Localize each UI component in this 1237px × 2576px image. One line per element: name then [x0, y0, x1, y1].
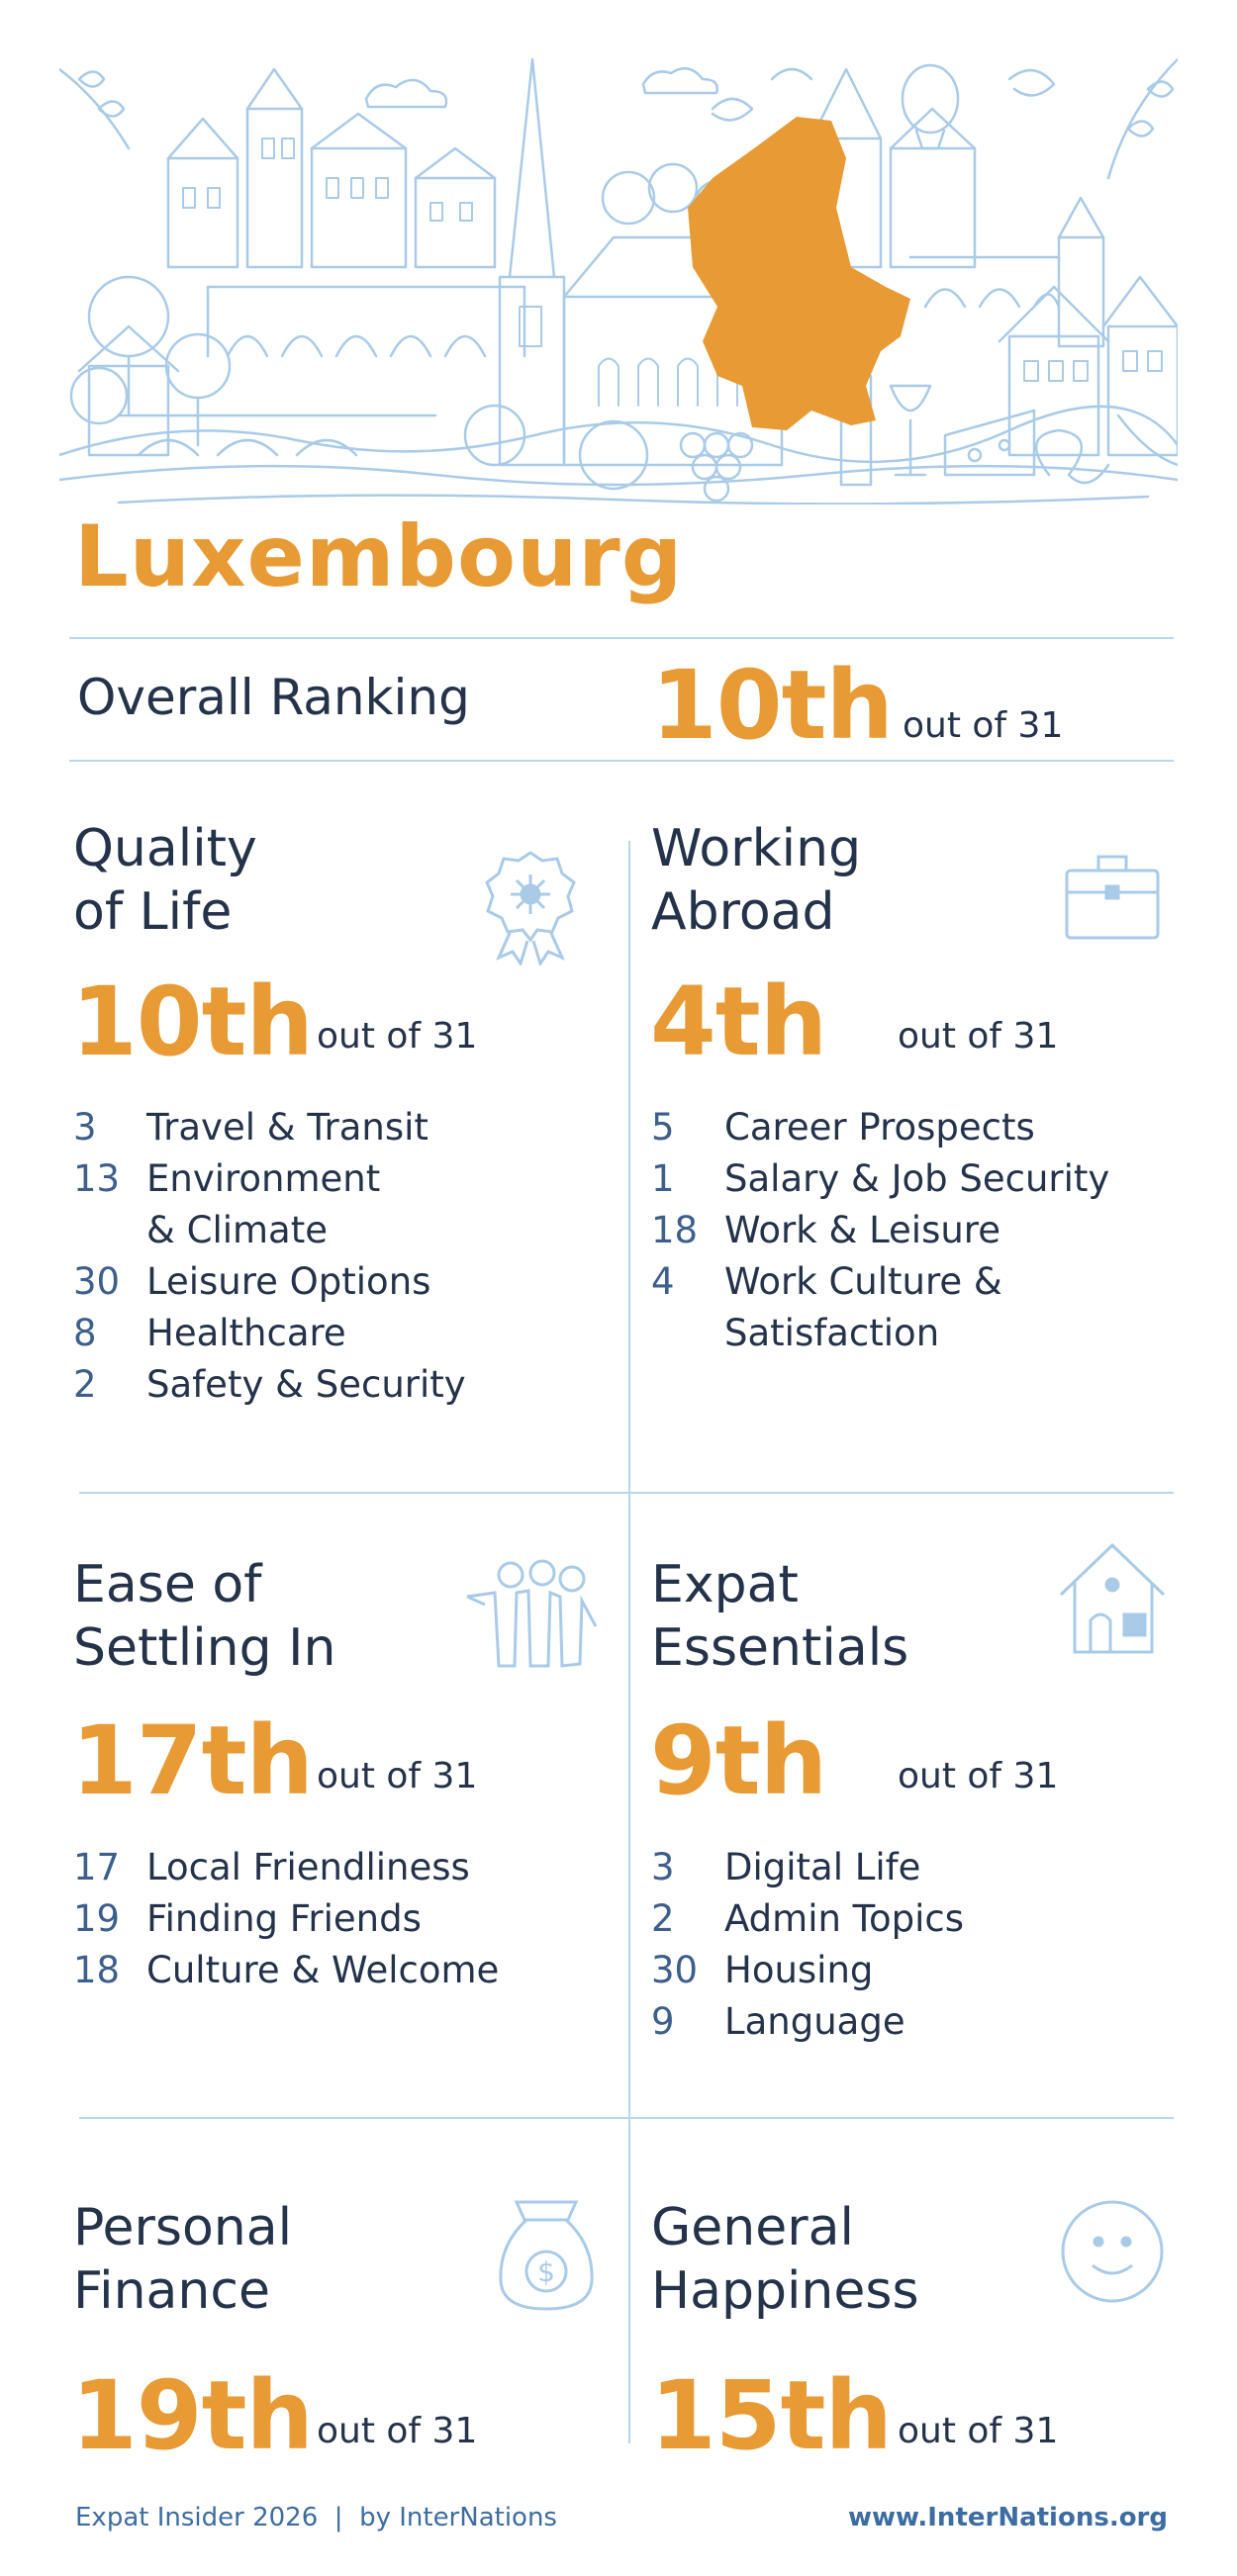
list-item: 3 Digital Life	[651, 1846, 921, 1888]
divider-top	[69, 637, 1174, 639]
divider-bottom	[79, 2117, 1174, 2119]
general-happiness-out-of: out of 31	[898, 2411, 1059, 2451]
divider-overall	[69, 760, 1174, 762]
overall-out-of: out of 31	[903, 705, 1064, 746]
list-item: 18 Work & Leisure	[651, 1209, 1000, 1251]
badge-icon	[483, 847, 578, 966]
overall-ranking-label: Overall Ranking	[77, 669, 470, 726]
section-title-personal-finance: Personal Finance	[73, 2198, 293, 2321]
page-title: Luxembourg	[74, 507, 684, 606]
ease-of-settling-list	[73, 1842, 499, 1996]
working-abroad-list	[651, 1102, 1109, 1359]
briefcase-icon	[1061, 847, 1164, 946]
luxembourg-map-shape	[688, 117, 910, 430]
list-item: 30 Housing	[651, 1949, 874, 1991]
ease-of-settling-rank: 17th	[71, 1705, 313, 1816]
expat-essentials-rank: 9th	[650, 1705, 827, 1816]
list-item: Satisfaction	[724, 1312, 940, 1354]
expat-essentials-list	[651, 1842, 964, 2048]
overall-rank: 10th	[651, 650, 893, 761]
list-item: 5 Career Prospects	[651, 1106, 1035, 1149]
list-item: 30 Leisure Options	[73, 1260, 431, 1303]
list-item: 18 Culture & Welcome	[73, 1949, 500, 1991]
people-icon	[465, 1557, 600, 1672]
hero-illustration	[59, 40, 1178, 505]
divider-vertical	[628, 841, 630, 2443]
list-item: 9 Language	[651, 2000, 905, 2043]
section-title-ease-of-settling: Ease of Settling In	[73, 1555, 336, 1678]
list-item: 2 Safety & Security	[73, 1363, 466, 1406]
section-title-expat-essentials: Expat Essentials	[651, 1555, 909, 1678]
list-item: 2 Admin Topics	[651, 1897, 965, 1940]
list-item: 8 Healthcare	[73, 1312, 346, 1354]
list-item: 17 Local Friendliness	[73, 1846, 470, 1888]
quality-of-life-rank: 10th	[71, 966, 313, 1077]
smiley-icon	[1059, 2198, 1166, 2305]
section-title-general-happiness: General Happiness	[651, 2198, 919, 2321]
footer-website-link[interactable]: www.InterNations.org	[847, 2503, 1168, 2532]
list-item: 1 Salary & Job Security	[651, 1157, 1110, 1200]
list-item: 19 Finding Friends	[73, 1897, 422, 1940]
quality-of-life-out-of: out of 31	[317, 1016, 478, 1057]
expat-essentials-out-of: out of 31	[898, 1756, 1059, 1796]
list-item: 4 Work Culture &	[651, 1260, 1002, 1303]
section-title-quality-of-life: Quality of Life	[73, 819, 257, 942]
personal-finance-rank: 19th	[71, 2360, 313, 2471]
working-abroad-out-of: out of 31	[898, 1016, 1059, 1057]
list-item: 13 Environment	[73, 1157, 381, 1200]
divider-middle	[79, 1492, 1174, 1494]
footer-credit: Expat Insider 2026 | by InterNations	[75, 2503, 557, 2532]
quality-of-life-list	[73, 1102, 466, 1411]
house-icon	[1057, 1539, 1168, 1656]
list-item: & Climate	[146, 1209, 328, 1251]
money-bag-icon	[497, 2196, 596, 2315]
personal-finance-out-of: out of 31	[317, 2411, 478, 2451]
general-happiness-rank: 15th	[650, 2360, 892, 2471]
svg-text:$: $	[537, 2255, 555, 2288]
ease-of-settling-out-of: out of 31	[317, 1756, 478, 1796]
section-title-working-abroad: Working Abroad	[651, 819, 862, 942]
working-abroad-rank: 4th	[650, 966, 827, 1077]
list-item: 3 Travel & Transit	[73, 1106, 428, 1149]
